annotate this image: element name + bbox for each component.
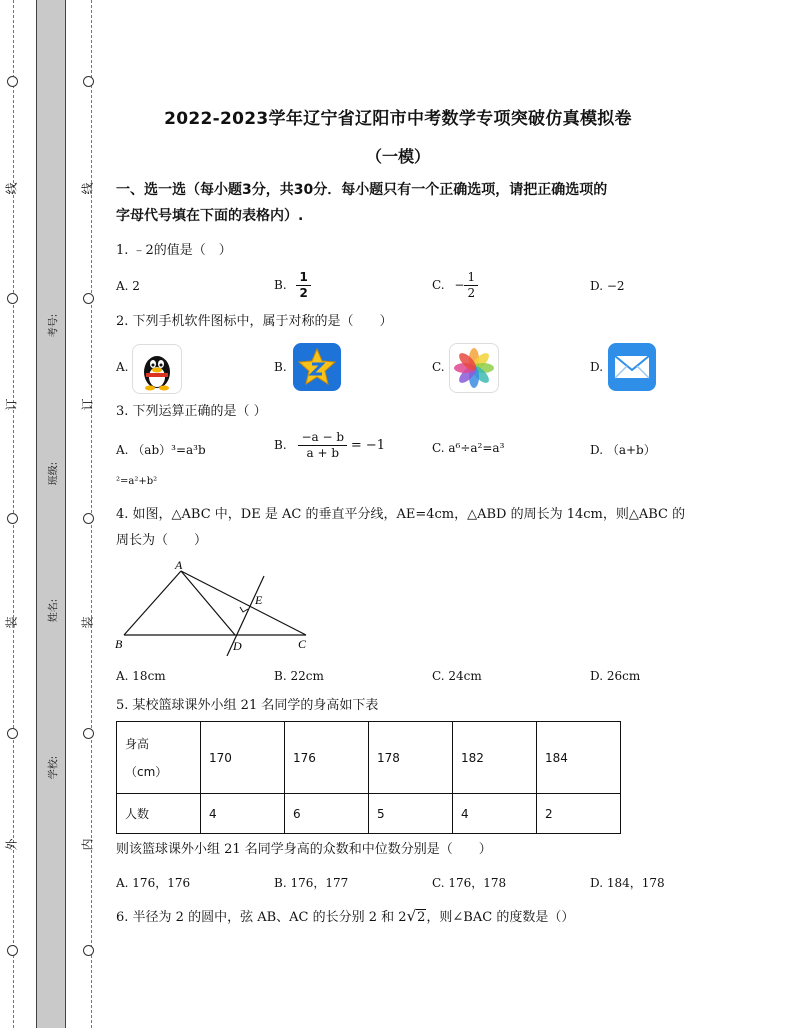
punch-hole — [83, 76, 94, 87]
margin-char: 内 — [80, 838, 95, 851]
q5-option-c[interactable]: C. 176，178 — [432, 876, 507, 890]
point-c-label: C — [298, 637, 307, 651]
sqrt-symbol: √ — [406, 907, 417, 925]
table-header-cell: 身高 （cm） — [117, 722, 201, 794]
point-b-label: B — [115, 637, 123, 651]
mail-icon[interactable] — [608, 343, 656, 391]
margin-char: 装 — [80, 616, 95, 629]
gray-band — [36, 0, 66, 1028]
right-angle-mark — [240, 607, 248, 612]
q3-option-d[interactable]: D. （a+b） — [590, 443, 656, 457]
punch-hole — [83, 293, 94, 304]
question-3-stem: 3. 下列运算正确的是（ ） — [116, 404, 267, 419]
table-cell: 170 — [201, 722, 285, 794]
q3-option-b[interactable]: B. $\frac{-a - b}{a + b}$ = −1 — [274, 430, 386, 460]
punch-hole — [7, 76, 18, 87]
q2-option-d-label[interactable]: D. — [590, 360, 604, 374]
margin-char: 线 — [4, 182, 19, 195]
q4-option-d[interactable]: D. 26cm — [590, 669, 641, 683]
margin-char: 线 — [80, 182, 95, 195]
table-header-cell: 人数 — [117, 794, 201, 834]
punch-hole — [83, 945, 94, 956]
margin-char: 订 — [80, 398, 95, 411]
question-5-stem: 5. 某校篮球课外小组 21 名同学的身高如下表 — [116, 698, 379, 713]
school-field[interactable]: 学校: — [48, 755, 60, 780]
q4-option-b[interactable]: B. 22cm — [274, 669, 324, 683]
question-2-stem: 2. 下列手机软件图标中，属于对称的是（ ） — [116, 314, 393, 329]
q1-option-d[interactable]: D. −2 — [590, 279, 625, 293]
triangle-figure — [112, 556, 312, 656]
section-heading: 一、选一选（每小题3分，共30分．每小题只有一个正确选项，请把正确选项的 字母代号填在下面的表格内）. — [116, 182, 608, 224]
punch-hole — [83, 728, 94, 739]
point-a-label: A — [175, 558, 183, 572]
question-4-stem: 4. 如图，△ABC 中，DE 是 AC 的垂直平分线，AE=4cm，△ABD 的周长为 14cm，则△ABC 的 周长为（ ） — [116, 507, 686, 548]
q1-option-c[interactable]: C. − $\frac{1}{2}$ — [432, 270, 478, 301]
side-ab — [124, 571, 181, 635]
heights-table — [116, 721, 621, 834]
penguin-icon[interactable] — [132, 344, 182, 394]
name-field[interactable]: 姓名: — [48, 598, 60, 623]
table-cell: 4 — [201, 794, 285, 834]
question-5-follow: 则该篮球课外小组 21 名同学身高的众数和中位数分别是（ ） — [116, 842, 492, 857]
q2-option-b-label[interactable]: B. — [274, 360, 287, 374]
point-d-label: D — [233, 639, 242, 653]
page-title: 2022-2023学年辽宁省辽阳市中考数学专项突破仿真模拟卷 — [164, 109, 632, 129]
exam-number-field[interactable]: 考号: — [48, 313, 60, 338]
question-1-stem: 1. ﹣2的值是（ ） — [116, 243, 232, 258]
star-z-icon[interactable] — [293, 343, 341, 391]
table-cell: 5 — [369, 794, 453, 834]
q2-option-c-label[interactable]: C. — [432, 360, 445, 374]
flower-icon[interactable] — [449, 343, 499, 393]
table-cell: 182 — [453, 722, 537, 794]
question-6-stem: 6. 半径为 2 的圆中，弦 AB、AC 的长分别 2 和 2√2，则∠BAC 的度数是（） — [116, 907, 575, 925]
q5-option-b[interactable]: B. 176，177 — [274, 876, 349, 890]
q1-option-a[interactable]: A. 2 — [116, 279, 140, 293]
q5-option-d[interactable]: D. 184，178 — [590, 876, 665, 890]
q5-option-a[interactable]: A. 176，176 — [116, 876, 191, 890]
q3-option-d-continued: ²=a²+b² — [116, 476, 158, 487]
point-e-label: E — [255, 593, 263, 607]
table-row — [117, 794, 621, 834]
table-cell: 178 — [369, 722, 453, 794]
punch-hole — [7, 293, 18, 304]
q1-option-b[interactable]: B. $\frac{1}{2}$ — [274, 270, 311, 301]
margin-char: 外 — [4, 838, 19, 851]
punch-hole — [7, 513, 18, 524]
margin-char: 装 — [4, 616, 19, 629]
margin-char: 订 — [4, 398, 19, 411]
punch-hole — [83, 513, 94, 524]
segment-ad — [181, 571, 235, 635]
q3-option-a[interactable]: A. （ab）³=a³b — [116, 443, 206, 457]
punch-hole — [7, 945, 18, 956]
q3-option-c[interactable]: C. a⁶÷a²=a³ — [432, 441, 505, 455]
q4-option-a[interactable]: A. 18cm — [116, 669, 166, 683]
table-row — [117, 722, 621, 794]
table-cell: 2 — [537, 794, 621, 834]
binding-margin — [0, 0, 100, 1028]
side-ac — [181, 571, 306, 635]
table-cell: 176 — [285, 722, 369, 794]
q2-option-a-label[interactable]: A. — [116, 360, 129, 374]
punch-hole — [7, 728, 18, 739]
table-cell: 4 — [453, 794, 537, 834]
class-field[interactable]: 班级: — [48, 461, 60, 486]
table-cell: 184 — [537, 722, 621, 794]
table-cell: 6 — [285, 794, 369, 834]
page-subtitle: （一模） — [365, 147, 430, 166]
q4-option-c[interactable]: C. 24cm — [432, 669, 482, 683]
